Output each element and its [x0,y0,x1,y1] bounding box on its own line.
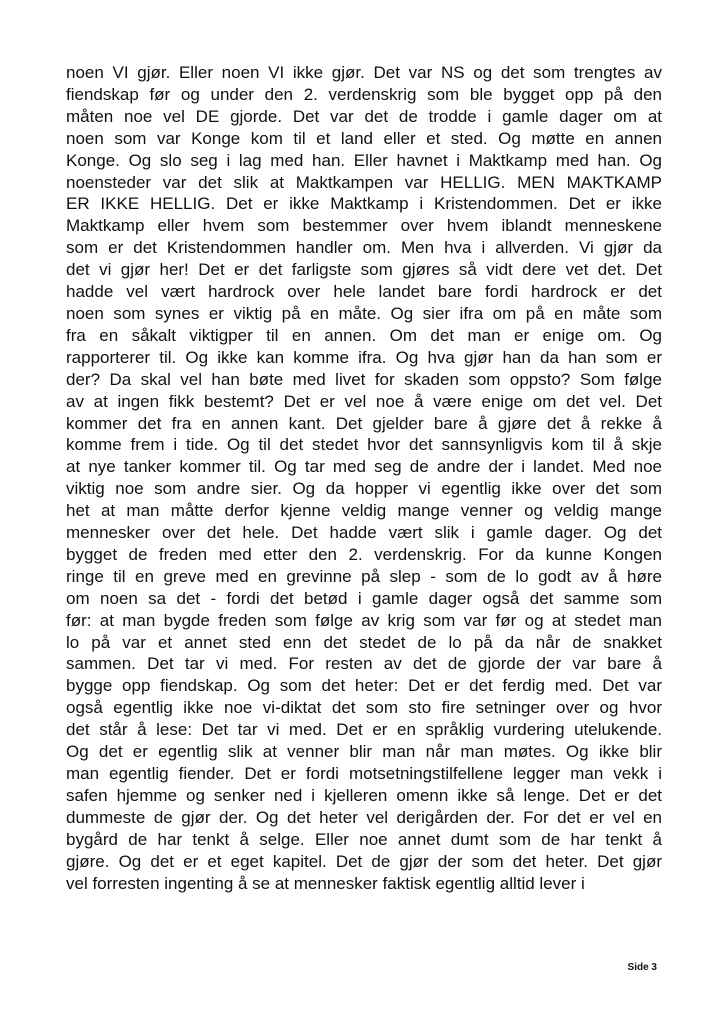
text-line: Maktkamp eller hvem som bestemmer over hvem iblandt menneskene [66,216,662,236]
text-line: om noen sa det - fordi det betød i gamle dager også det samme som [66,588,662,608]
text-line: noen som synes er viktig på en måte. Og sier ifra om på en måte som [66,303,662,323]
text-line: komme frem i tide. Og til det stedet hvor det sannsynligvis kom til å skje [66,435,662,455]
text-line: at nye tanker kommer til. Og tar med seg de andre der i landet. Med noe [66,457,662,477]
text-line: noensteder var det slik at Maktkampen var HELLIG. MEN MAKTKAMP [66,172,662,192]
text-line: man egentlig fiender. Det er fordi motsetningstilfellene legger man vekk i [66,764,662,783]
text-line: Og det er egentlig slik at venner blir man når man møtes. Og ikke blir [66,742,662,762]
text-line: før: at man bygde freden som følge av krig som var før og at stedet man [66,610,662,630]
page-number: Side 3 [627,962,657,973]
text-line: bygge opp fiendskap. Og som det heter: Det er det ferdig med. Det var [66,676,662,696]
text-line: ER IKKE HELLIG. Det er ikke Maktkamp i Kristendommen. Det er ikke [66,194,662,214]
text-line: gjøre. Og det er et eget kapitel. Det de gjør der som det heter. Det gjør [66,851,662,871]
text-line: sammen. Det tar vi med. For resten av det de gjorde der var bare å [66,654,662,674]
text-line: der? Da skal vel han bøte med livet for skaden som oppsto? Som følge [66,369,662,389]
text-line: rapporterer til. Og ikke kan komme ifra. Og hva gjør han da han som er [66,347,662,367]
text-line: viktig noe som andre sier. Og da hopper vi egentlig ikke over det som [66,479,662,499]
text-line: fiendskap før og under den 2. verdenskrig som ble bygget opp på den [66,84,662,104]
text-line: Konge. Og slo seg i lag med han. Eller havnet i Maktkamp med han. Og [66,150,662,170]
text-line: ringe til en greve med en grevinne på slep - som de lo godt av å høre [66,566,662,586]
text-line: det vi gjør her! Det er det farligste som gjøres så vidt dere vet det. Det [66,260,662,280]
text-line: lo på var et annet sted enn det stedet de lo på da når de snakket [66,632,662,652]
text-line: av at ingen fikk bestemt? Det er vel noe å være enige om det vel. Det [66,391,662,411]
body-text [66,62,662,894]
text-line: bygård de har tenkt å selge. Eller noe annet dumt som de har tenkt å [66,829,662,849]
text-line: måten noe vel DE gjorde. Det var det de trodde i gamle dager om at [66,106,662,126]
text-line: som er det Kristendommen handler om. Men hva i allverden. Vi gjør da [66,238,662,258]
text-line: vel forresten ingenting å se at mennesker faktisk egentlig alltid lever i [66,873,585,893]
text-line: bygget de freden med etter den 2. verdenskrig. For da kunne Kongen [66,544,662,564]
text-line: også egentlig ikke noe vi-diktat det som sto fire setninger over og hvor [66,698,662,718]
text-line: noen VI gjør. Eller noen VI ikke gjør. Det var NS og det som trengtes av [66,63,662,82]
text-line: kommer det fra en annen kant. Det gjelder bare å gjøre det å rekke å [66,413,662,433]
text-line: fra en såkalt viktigper til en annen. Om det man er enige om. Og [66,325,662,345]
text-line: dummeste de gjør der. Og det heter vel derigården der. For det er vel en [66,807,662,827]
text-line: het at man måtte derfor kjenne veldig mange venner og veldig mange [66,501,662,521]
text-line: safen hjemme og senker ned i kjelleren omenn ikke så lenge. Det er det [66,785,662,805]
text-line: mennesker over det hele. Det hadde vært slik i gamle dager. Og det [66,523,662,543]
text-line: det står å lese: Det tar vi med. Det er en språklig vurdering utelukende. [66,720,662,740]
text-line: hadde vel vært hardrock over hele landet bare fordi hardrock er det [66,282,662,302]
text-line: noen som var Konge kom til et land eller et sted. Og møtte en annen [66,128,662,148]
